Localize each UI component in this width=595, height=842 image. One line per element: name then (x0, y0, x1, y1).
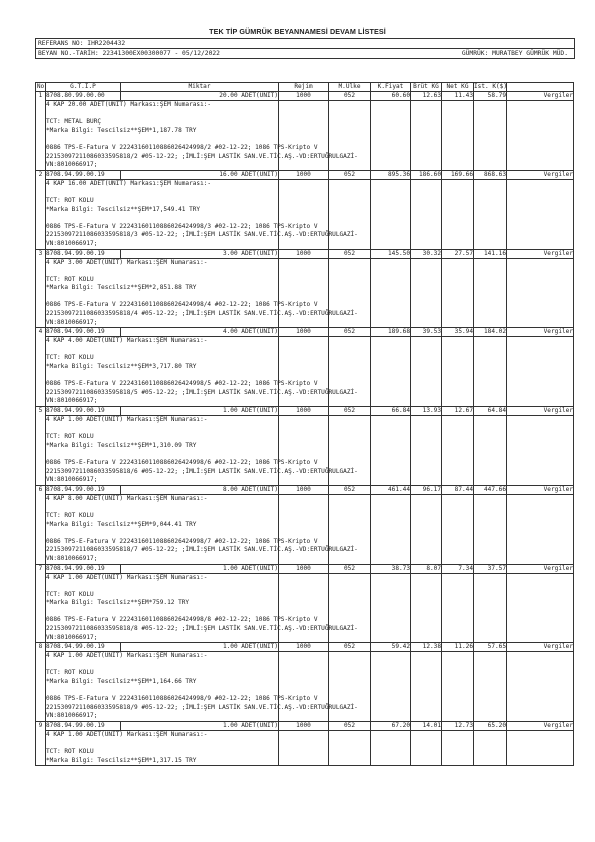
item-description (46, 494, 358, 564)
empty-cell (329, 258, 371, 328)
empty-cell (507, 337, 574, 407)
empty-cell (279, 337, 329, 407)
col-extra (507, 83, 574, 92)
col-mulke: M.Ülke (329, 83, 371, 92)
item-number: 8 (36, 643, 46, 722)
description-line: TCT: ROT KOLU (46, 669, 94, 677)
item-stat-value: 64.84 (474, 407, 507, 416)
item-number: 4 (36, 328, 46, 407)
item-quantity: 16.00 ADET(UNIT) (121, 170, 279, 179)
empty-cell (474, 573, 507, 643)
item-row (36, 328, 574, 337)
description-line (46, 267, 278, 276)
item-taxes: Vergiler (507, 92, 574, 101)
item-number: 1 (36, 92, 46, 171)
description-line: 22153097211086033595818/2 #05-12-22; ;İMLİ:ŞEM LASTİK SAN.VE.TİC.AŞ.-VD:ERTUĞRULGAZİ- (46, 152, 358, 160)
item-origin-country: 052 (329, 249, 371, 258)
description-line: 22153097211086033595818/8 #05-12-22; ;İMLİ:ŞEM LASTİK SAN.VE.TİC.AŞ.-VD:ERTUĞRULGAZİ- (46, 625, 358, 633)
item-row (36, 170, 574, 179)
item-number: 3 (36, 249, 46, 328)
empty-cell (411, 258, 442, 328)
item-gross-kg: 186.60 (411, 170, 442, 179)
description-line: VN:8010066917; (46, 476, 98, 484)
empty-cell (442, 494, 474, 564)
empty-cell (279, 494, 329, 564)
col-kfiyat: K.Fiyat (371, 83, 411, 92)
description-line: TCT: ROT KOLU (46, 590, 94, 598)
item-stat-value: 65.20 (474, 722, 507, 731)
item-stat-value: 868.63 (474, 170, 507, 179)
description-line (46, 293, 278, 302)
item-net-kg: 169.66 (442, 170, 474, 179)
empty-cell (329, 731, 371, 766)
item-origin-country: 052 (329, 407, 371, 416)
item-net-kg: 11.26 (442, 643, 474, 652)
description-line: 22153097211086033595818/5 #05-12-22; ;İMLİ:ŞEM LASTİK SAN.VE.TİC.AŞ.-VD:ERTUĞRULGAZİ- (46, 388, 358, 396)
description-line: 0886 TPS-E-Fatura V 22243160110886026424998/9 #02-12-22; 1086 TPS-Kripto V (46, 695, 318, 703)
item-taxes: Vergiler (507, 564, 574, 573)
description-line (46, 503, 278, 512)
item-number: 6 (36, 485, 46, 564)
item-rejim: 1000 (279, 485, 329, 494)
empty-cell (329, 652, 371, 722)
empty-cell (507, 258, 574, 328)
item-gtip: 8708.94.99.00.19 (46, 722, 121, 731)
description-line: TCT: ROT KOLU (46, 433, 94, 441)
description-line: *Marka Bilgi: Tescilsiz**ŞEM*1,317.15 TRY (46, 756, 197, 764)
description-line: 4 KAP 4.00 ADET(UNIT) Markası:ŞEM Numarası:- (46, 337, 208, 345)
col-brut: Brüt KG (411, 83, 442, 92)
empty-cell (371, 337, 411, 407)
item-origin-country: 052 (329, 170, 371, 179)
item-quantity: 8.00 ADET(UNIT) (121, 485, 279, 494)
empty-cell (371, 494, 411, 564)
item-gtip: 8708.94.99.00.19 (46, 249, 121, 258)
item-net-kg: 12.73 (442, 722, 474, 731)
declaration-table (35, 82, 574, 766)
item-description-row (36, 101, 574, 171)
empty-cell (442, 179, 474, 249)
empty-cell (507, 573, 574, 643)
description-line: 22153097211086033595818/7 #05-12-22; ;İMLİ:ŞEM LASTİK SAN.VE.TİC.AŞ.-VD:ERTUĞRULGAZİ- (46, 546, 358, 554)
item-description-row (36, 573, 574, 643)
item-quantity: 1.00 ADET(UNIT) (121, 407, 279, 416)
description-line: *Marka Bilgi: Tescilsiz**ŞEM*17,549.41 TRY (46, 205, 201, 213)
item-gross-kg: 8.07 (411, 564, 442, 573)
empty-cell (279, 258, 329, 328)
item-price: 60.60 (371, 92, 411, 101)
empty-cell (442, 731, 474, 766)
col-ist: İst. K($) (474, 83, 508, 90)
item-rejim: 1000 (279, 92, 329, 101)
reference-line: REFERANS NO: IHR2204432 (36, 39, 574, 49)
empty-cell (411, 494, 442, 564)
empty-cell (442, 573, 474, 643)
empty-cell (474, 337, 507, 407)
item-gtip: 8708.94.99.00.19 (46, 170, 121, 179)
empty-cell (279, 652, 329, 722)
empty-cell (507, 652, 574, 722)
item-row (36, 249, 574, 258)
item-row (36, 564, 574, 573)
item-description-row (36, 416, 574, 486)
item-origin-country: 052 (329, 722, 371, 731)
item-rejim: 1000 (279, 643, 329, 652)
item-rejim: 1000 (279, 722, 329, 731)
item-origin-country: 052 (329, 485, 371, 494)
description-line: VN:8010066917; (46, 239, 98, 247)
empty-cell (329, 179, 371, 249)
item-description-row (36, 258, 574, 328)
beyan-line (36, 49, 574, 59)
col-gtip: G.T.İ.P (46, 83, 121, 92)
item-net-kg: 35.94 (442, 328, 474, 337)
description-line: *Marka Bilgi: Tescilsiz**ŞEM*1,164.66 TRY (46, 678, 197, 686)
description-line: *Marka Bilgi: Tescilsiz**ŞEM*2,851.88 TRY (46, 284, 197, 292)
description-line (46, 582, 278, 591)
empty-cell (329, 337, 371, 407)
item-price: 461.44 (371, 485, 411, 494)
item-gross-kg: 12.38 (411, 643, 442, 652)
empty-cell (329, 494, 371, 564)
empty-cell (474, 179, 507, 249)
item-gross-kg: 14.01 (411, 722, 442, 731)
item-rejim: 1000 (279, 249, 329, 258)
item-description-row (36, 731, 574, 766)
description-line: VN:8010066917; (46, 633, 98, 641)
empty-cell (442, 101, 474, 171)
item-stat-value: 447.66 (474, 485, 507, 494)
item-price: 66.84 (371, 407, 411, 416)
description-line: 22153097211086033595818/4 #05-12-22; ;İMLİ:ŞEM LASTİK SAN.VE.TİC.AŞ.-VD:ERTUĞRULGAZİ- (46, 310, 358, 318)
item-description (46, 179, 358, 249)
description-line (46, 214, 278, 223)
description-line: 4 KAP 1.00 ADET(UNIT) Markası:ŞEM Numarası:- (46, 573, 208, 581)
item-quantity: 1.00 ADET(UNIT) (121, 722, 279, 731)
item-gtip: 8708.94.99.00.19 (46, 643, 121, 652)
item-taxes: Vergiler (507, 643, 574, 652)
item-gross-kg: 39.53 (411, 328, 442, 337)
description-line: VN:8010066917; (46, 161, 98, 169)
item-rejim: 1000 (279, 328, 329, 337)
item-quantity: 1.00 ADET(UNIT) (121, 564, 279, 573)
empty-cell (411, 179, 442, 249)
item-taxes: Vergiler (507, 170, 574, 179)
column-header-row (36, 83, 574, 92)
item-gtip: 8708.94.99.00.19 (46, 407, 121, 416)
beyan-text: BEYAN NO.-TARİH: 22341300EX00300077 - 05/12/2022 (38, 50, 220, 57)
empty-cell (371, 258, 411, 328)
col-no: No (36, 83, 45, 90)
item-description (46, 101, 358, 171)
item-description-row (36, 179, 574, 249)
item-quantity: 20.00 ADET(UNIT) (121, 92, 279, 101)
item-stat-value: 141.16 (474, 249, 507, 258)
description-line (46, 346, 278, 355)
item-taxes: Vergiler (507, 485, 574, 494)
item-stat-value: 58.79 (474, 92, 507, 101)
item-quantity: 3.00 ADET(UNIT) (121, 249, 279, 258)
item-description (46, 652, 358, 722)
description-line: 4 KAP 1.00 ADET(UNIT) Markası:ŞEM Numarası:- (46, 731, 208, 738)
empty-cell (371, 416, 411, 486)
description-line: 22153097211086033595818/9 #05-12-22; ;İMLİ:ŞEM LASTİK SAN.VE.TİC.AŞ.-VD:ERTUĞRULGAZİ- (46, 703, 358, 711)
item-price: 59.42 (371, 643, 411, 652)
description-line: 0886 TPS-E-Fatura V 22243160110886026424998/2 #02-12-22; 1086 TPS-Kripto V (46, 143, 318, 151)
empty-cell (411, 731, 442, 766)
item-row (36, 722, 574, 731)
empty-cell (411, 337, 442, 407)
item-stat-value: 57.65 (474, 643, 507, 652)
item-row (36, 407, 574, 416)
description-line: TCT: ROT KOLU (46, 748, 94, 756)
col-net: Net KG (442, 83, 474, 92)
item-rejim: 1000 (279, 564, 329, 573)
item-description (46, 731, 279, 766)
item-quantity: 4.00 ADET(UNIT) (121, 328, 279, 337)
empty-cell (474, 731, 507, 766)
empty-cell (442, 416, 474, 486)
item-price: 189.68 (371, 328, 411, 337)
description-line (46, 372, 278, 381)
item-price: 38.73 (371, 564, 411, 573)
col-miktar: Miktar (121, 83, 279, 92)
item-gross-kg: 13.93 (411, 407, 442, 416)
gumruk-text: GÜMRÜK: MURATBEY GÜMRÜK MÜD. (461, 50, 568, 57)
item-description (46, 573, 358, 643)
description-line: 0886 TPS-E-Fatura V 22243160110886026424998/3 #02-12-22; 1086 TPS-Kripto V (46, 222, 318, 230)
item-description (46, 337, 358, 407)
description-line (46, 529, 278, 538)
description-line: 22153097211086033595818/3 #05-12-22; ;İMLİ:ŞEM LASTİK SAN.VE.TİC.AŞ.-VD:ERTUĞRULGAZİ- (46, 231, 358, 239)
description-line: TCT: METAL BURÇ (46, 118, 102, 126)
empty-cell (474, 652, 507, 722)
description-line: 0886 TPS-E-Fatura V 22243160110886026424998/6 #02-12-22; 1086 TPS-Kripto V (46, 458, 318, 466)
item-net-kg: 7.34 (442, 564, 474, 573)
description-line: 0886 TPS-E-Fatura V 22243160110886026424998/8 #02-12-22; 1086 TPS-Kripto V (46, 616, 318, 624)
item-origin-country: 052 (329, 564, 371, 573)
item-taxes: Vergiler (507, 722, 574, 731)
empty-cell (371, 652, 411, 722)
description-line: TCT: ROT KOLU (46, 196, 94, 204)
empty-cell (507, 179, 574, 249)
item-rejim: 1000 (279, 170, 329, 179)
item-net-kg: 12.67 (442, 407, 474, 416)
description-line: 0886 TPS-E-Fatura V 22243160110886026424998/4 #02-12-22; 1086 TPS-Kripto V (46, 301, 318, 309)
item-origin-country: 052 (329, 643, 371, 652)
item-gtip: 8708.94.99.00.19 (46, 564, 121, 573)
description-line (46, 110, 278, 119)
description-line: TCT: ROT KOLU (46, 511, 94, 519)
document-title: TEK TİP GÜMRÜK BEYANNAMESİ DEVAM LİSTESİ (209, 27, 386, 36)
item-gtip: 8708.94.99.00.19 (46, 485, 121, 494)
item-taxes: Vergiler (507, 407, 574, 416)
empty-cell (474, 494, 507, 564)
empty-cell (371, 101, 411, 171)
description-line (46, 661, 278, 670)
description-line: *Marka Bilgi: Tescilsiz**ŞEM*1,187.78 TRY (46, 126, 197, 134)
empty-cell (279, 179, 329, 249)
item-rejim: 1000 (279, 407, 329, 416)
description-line (46, 608, 278, 617)
empty-cell (329, 573, 371, 643)
description-line (46, 450, 278, 459)
empty-cell (507, 101, 574, 171)
item-stat-value: 184.02 (474, 328, 507, 337)
description-line: VN:8010066917; (46, 397, 98, 405)
empty-cell (507, 731, 574, 766)
empty-cell (411, 101, 442, 171)
description-line (46, 740, 278, 749)
empty-cell (411, 416, 442, 486)
description-line: 4 KAP 3.00 ADET(UNIT) Markası:ŞEM Numarası:- (46, 258, 208, 266)
description-line: 4 KAP 20.00 ADET(UNIT) Markası:ŞEM Numarası:- (46, 101, 212, 108)
description-line: VN:8010066917; (46, 712, 98, 720)
document-header (35, 38, 575, 59)
description-line: *Marka Bilgi: Tescilsiz**ŞEM*1,310.09 TRY (46, 441, 197, 449)
description-line: VN:8010066917; (46, 318, 98, 326)
item-net-kg: 27.57 (442, 249, 474, 258)
item-price: 67.20 (371, 722, 411, 731)
item-row (36, 643, 574, 652)
description-line: TCT: ROT KOLU (46, 354, 94, 362)
empty-cell (507, 494, 574, 564)
description-line: 4 KAP 16.00 ADET(UNIT) Markası:ŞEM Numarası:- (46, 179, 212, 187)
item-description-row (36, 652, 574, 722)
item-net-kg: 87.44 (442, 485, 474, 494)
description-line: 0886 TPS-E-Fatura V 22243160110886026424998/5 #02-12-22; 1086 TPS-Kripto V (46, 380, 318, 388)
description-line: TCT: ROT KOLU (46, 275, 94, 283)
empty-cell (411, 652, 442, 722)
item-price: 145.50 (371, 249, 411, 258)
empty-cell (371, 731, 411, 766)
item-taxes: Vergiler (507, 249, 574, 258)
item-row (36, 92, 574, 101)
description-line (46, 687, 278, 696)
item-number: 9 (36, 722, 46, 766)
description-line: 22153097211086033595818/6 #05-12-22; ;İMLİ:ŞEM LASTİK SAN.VE.TİC.AŞ.-VD:ERTUĞRULGAZİ- (46, 467, 358, 475)
empty-cell (411, 573, 442, 643)
item-taxes: Vergiler (507, 328, 574, 337)
empty-cell (442, 652, 474, 722)
empty-cell (474, 416, 507, 486)
item-stat-value: 37.57 (474, 564, 507, 573)
empty-cell (474, 101, 507, 171)
item-description (46, 416, 358, 486)
description-line (46, 135, 278, 144)
item-row (36, 485, 574, 494)
description-line (46, 188, 278, 197)
description-line: 4 KAP 1.00 ADET(UNIT) Markası:ŞEM Numarası:- (46, 416, 208, 423)
item-description-row (36, 337, 574, 407)
description-line: 4 KAP 8.00 ADET(UNIT) Markası:ŞEM Numarası:- (46, 494, 208, 502)
empty-cell (371, 179, 411, 249)
description-line: 0886 TPS-E-Fatura V 22243160110886026424998/7 #02-12-22; 1086 TPS-Kripto V (46, 537, 318, 545)
description-line: *Marka Bilgi: Tescilsiz**ŞEM*3,717.80 TRY (46, 363, 197, 371)
item-number: 2 (36, 170, 46, 249)
item-gtip: 8708.80.99.00.00 (46, 92, 121, 101)
empty-cell (279, 573, 329, 643)
empty-cell (474, 258, 507, 328)
description-line: *Marka Bilgi: Tescilsiz**ŞEM*759.12 TRY (46, 599, 190, 607)
description-line: *Marka Bilgi: Tescilsiz**ŞEM*9,044.41 TRY (46, 520, 197, 528)
empty-cell (442, 337, 474, 407)
description-line: 4 KAP 1.00 ADET(UNIT) Markası:ŞEM Numarası:- (46, 652, 208, 660)
item-gross-kg: 12.63 (411, 92, 442, 101)
item-description-row (36, 494, 574, 564)
item-gtip: 8708.94.99.00.19 (46, 328, 121, 337)
item-gross-kg: 30.32 (411, 249, 442, 258)
empty-cell (442, 258, 474, 328)
item-net-kg: 11.43 (442, 92, 474, 101)
item-number: 5 (36, 407, 46, 486)
empty-cell (371, 573, 411, 643)
item-description (46, 258, 358, 328)
item-gross-kg: 96.17 (411, 485, 442, 494)
item-origin-country: 052 (329, 328, 371, 337)
empty-cell (279, 731, 329, 766)
item-price: 895.36 (371, 170, 411, 179)
col-rejim: Rejim (279, 83, 329, 92)
item-origin-country: 052 (329, 92, 371, 101)
item-number: 7 (36, 564, 46, 643)
description-line: VN:8010066917; (46, 554, 98, 562)
empty-cell (507, 416, 574, 486)
description-line (46, 425, 278, 434)
item-quantity: 1.00 ADET(UNIT) (121, 643, 279, 652)
